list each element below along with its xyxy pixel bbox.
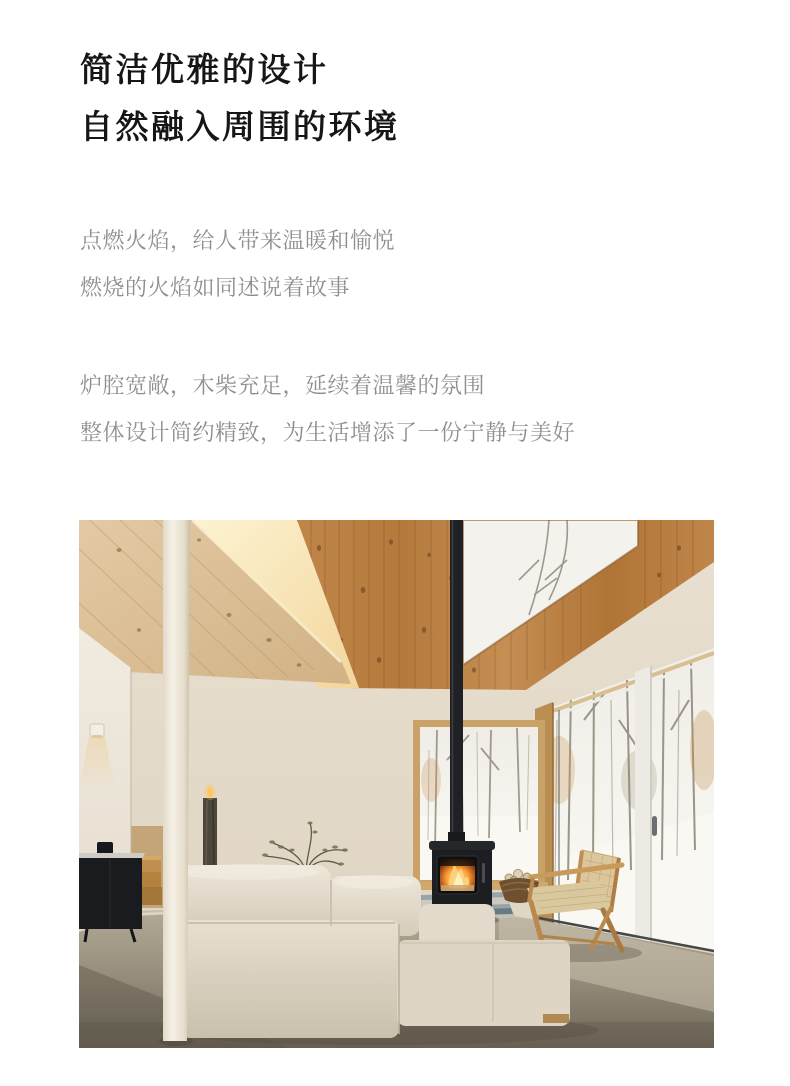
fire-logs [441,885,474,891]
description-paragraph-1 [80,217,730,311]
paragraph2-line-2: 整体设计简约精致，为生活增添了一份宁静与美好 [80,420,576,445]
title-line-2: 自然融入周围的环境 [80,108,400,145]
section-title [80,41,730,155]
sofa-chaise [397,940,570,1026]
paragraph1-line-1: 点燃火焰，给人带来温暖和愉悦 [80,228,396,253]
description-paragraph-2 [80,362,730,456]
door-frame [635,666,651,944]
paragraph2-line-1: 炉腔宽敞，木柴充足，延续着温馨的氛围 [80,373,486,398]
paragraph1-line-2: 燃烧的火焰如同述说着故事 [80,275,351,300]
stove-door-handle [482,863,485,883]
stove-top-plate [429,841,495,850]
intro-text-block [0,0,790,456]
sideboard [79,842,145,942]
hero-image [79,520,714,1048]
stove-flue-pipe [448,520,465,845]
living-room-illustration [79,520,714,1048]
door-handle [652,816,657,836]
title-line-1: 简洁优雅的设计 [80,51,329,88]
sofa-seat [167,920,399,1038]
